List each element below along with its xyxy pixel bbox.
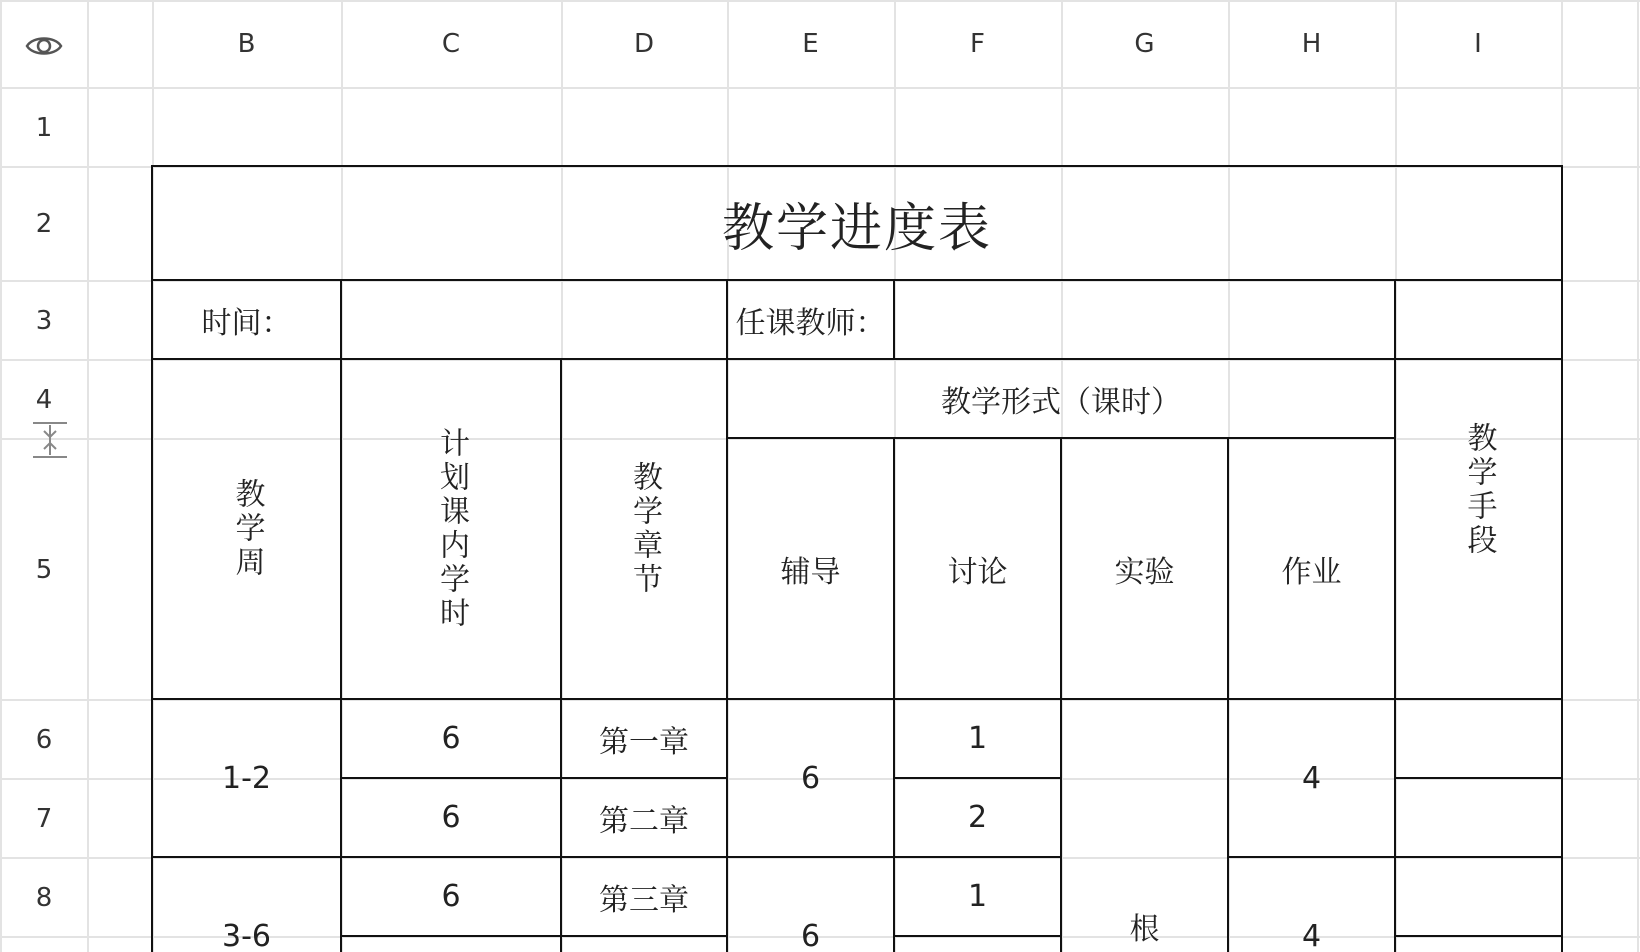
experiment-cell[interactable]: 根 <box>1129 912 1160 947</box>
planned-hours-cell[interactable]: 6 <box>441 800 461 835</box>
method-cell[interactable] <box>1396 779 1561 856</box>
row-header-1[interactable]: 1 <box>35 112 53 143</box>
homework-cell[interactable]: 4 <box>1301 918 1322 952</box>
planned-hours-header-cell[interactable] <box>342 360 560 698</box>
column-header-h[interactable]: H <box>1301 29 1322 59</box>
discussion-cell[interactable]: 1 <box>967 879 988 914</box>
row-header-8[interactable]: 8 <box>35 882 53 913</box>
teaching-form-header[interactable]: 教学形式（课时） <box>941 384 1181 420</box>
row-resize-icon[interactable] <box>30 420 70 460</box>
table-border <box>1561 165 1563 952</box>
week-header-cell[interactable] <box>153 360 340 698</box>
column-header-g[interactable]: G <box>1134 29 1155 59</box>
discussion-cell[interactable]: 1 <box>967 721 988 756</box>
table-border <box>1395 935 1563 937</box>
chapter-cell[interactable]: 第三章 <box>599 882 689 918</box>
row-header-2[interactable]: 2 <box>35 209 53 239</box>
eye-icon[interactable] <box>24 26 64 66</box>
row-header-3[interactable]: 3 <box>35 305 53 336</box>
chapter-header: 教学章节 <box>627 461 662 597</box>
time-value-cell[interactable] <box>342 281 726 358</box>
homework-cell[interactable]: 4 <box>1301 760 1322 796</box>
week-header: 教学周 <box>229 478 265 580</box>
table-border <box>341 935 727 937</box>
row-header-7[interactable]: 7 <box>35 803 53 834</box>
row-header-6[interactable]: 6 <box>35 724 53 755</box>
grid-line <box>1637 0 1639 952</box>
time-label[interactable]: 时间： <box>201 305 292 341</box>
planned-hours-cell[interactable]: 6 <box>441 879 461 914</box>
planned-hours-header: 计划课内学时 <box>434 427 469 631</box>
method-header: 教学手段 <box>1461 421 1497 558</box>
column-header-c[interactable]: C <box>441 29 461 59</box>
planned-hours-cell[interactable]: 6 <box>441 721 461 756</box>
week-cell[interactable]: 3-6 <box>222 918 271 952</box>
column-header-d[interactable]: D <box>633 29 655 59</box>
teacher-value-cell[interactable] <box>895 281 1394 358</box>
discussion-cell[interactable]: 2 <box>967 800 988 835</box>
chapter-header-cell[interactable] <box>562 360 726 698</box>
column-header-e[interactable]: E <box>802 29 819 59</box>
method-header-cell[interactable] <box>1396 281 1561 698</box>
sheet-title[interactable]: 教学进度表 <box>721 198 992 259</box>
chapter-cell[interactable]: 第一章 <box>599 724 689 760</box>
tutoring-cell[interactable]: 6 <box>800 918 821 952</box>
column-header-b[interactable]: B <box>237 29 256 59</box>
week-cell[interactable]: 1-2 <box>222 760 271 796</box>
discussion-header[interactable]: 讨论 <box>947 554 1008 590</box>
tutoring-header[interactable]: 辅导 <box>780 554 841 590</box>
column-header-i[interactable]: I <box>1474 29 1482 59</box>
method-cell[interactable] <box>1396 700 1561 777</box>
homework-header[interactable]: 作业 <box>1281 554 1342 590</box>
table-border <box>894 935 1061 937</box>
tutoring-cell[interactable]: 6 <box>800 760 821 796</box>
row-header-4[interactable]: 4 <box>35 384 53 415</box>
teacher-label[interactable]: 任课教师： <box>735 305 886 341</box>
experiment-header[interactable]: 实验 <box>1114 554 1175 590</box>
column-header-f[interactable]: F <box>970 29 985 59</box>
chapter-cell[interactable]: 第二章 <box>599 803 689 839</box>
method-cell[interactable] <box>1396 858 1561 935</box>
row-header-5[interactable]: 5 <box>35 554 53 585</box>
